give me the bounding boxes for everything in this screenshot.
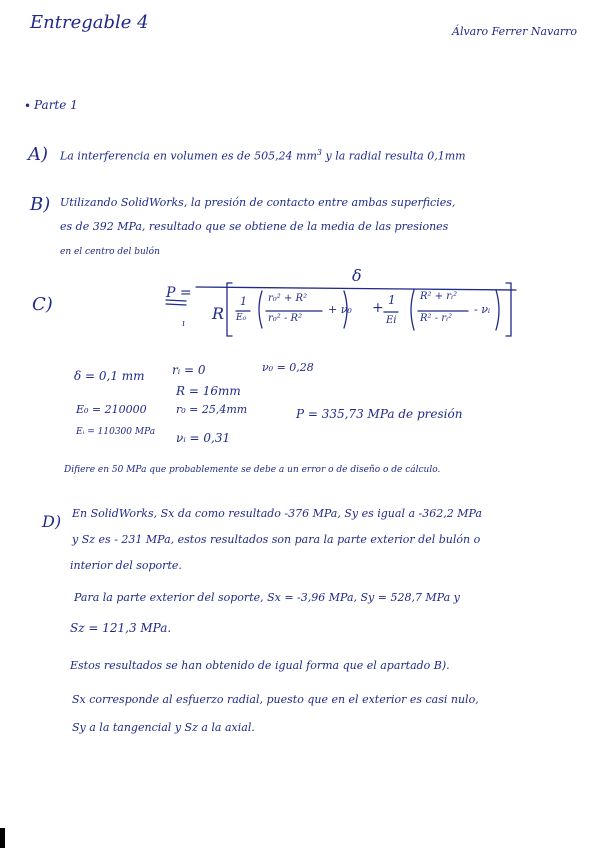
item-a-text: La interferencia en volumen es de 505,24 $mm^3$ y la radial resulta 0,1mm — [60, 148, 466, 163]
value-delta: δ = 0,1 mm — [74, 369, 145, 383]
formula-minus-nui: - νᵢ — [474, 303, 491, 316]
item-a-label: A) — [28, 144, 49, 165]
formula-inner2-den: R² - rᵢ² — [420, 313, 453, 324]
value-nui: νᵢ = 0,31 — [176, 431, 231, 445]
item-c-label: C) — [32, 294, 53, 315]
item-d-label: D) — [42, 512, 62, 531]
item-d-line-5: Sz = 121,3 MPa. — [70, 621, 172, 635]
item-d-line-8: Sy a la tangencial y Sz a la axial. — [72, 721, 255, 734]
document-title: Entregable 4 — [30, 12, 149, 33]
formula-numerator: δ — [352, 266, 362, 285]
value-r0: r₀ = 25,4mm — [176, 403, 248, 416]
item-b-label: B) — [30, 194, 51, 215]
item-c-note: Difiere en 50 MPa que probablemente se debe a un error o de diseño o de cálculo. — [64, 465, 441, 475]
result-pressure: P = 335,73 MPa de presión — [296, 407, 463, 421]
value-nu0: ν₀ = 0,28 — [262, 361, 314, 374]
formula-inner2-num: R² + rᵢ² — [420, 291, 458, 302]
item-d-line-4: Para la parte exterior del soporte, Sx = -3,96 MPa, Sy = 528,7 MPa y — [74, 591, 460, 604]
value-ri: rᵢ = 0 — [172, 363, 206, 377]
item-d-line-6: Estos resultados se han obtenido de igual forma que el apartado B). — [70, 659, 450, 672]
author-name: Álvaro Ferrer Navarro — [452, 25, 578, 38]
formula-r: R — [212, 304, 225, 323]
stray-mark: ı — [182, 319, 185, 329]
item-b-line-2: es de 392 MPa, resultado que se obtiene de la media de las presiones — [60, 220, 449, 233]
scan-edge-mark — [0, 828, 5, 848]
formula-frac1-num: 1 — [240, 295, 247, 308]
item-b-line-1: Utilizando SolidWorks, la presión de contacto entre ambas superficies, — [60, 196, 456, 209]
item-d-line-3: interior del soporte. — [70, 559, 182, 572]
item-d-line-2: y Sz es - 231 MPa, estos resultados son para la parte exterior del bulón o — [72, 533, 481, 546]
item-d-line-1: En SolidWorks, Sx da como resultado -376 MPa, Sy es igual a -362,2 MPa — [72, 507, 482, 520]
formula-lhs: P = — [166, 285, 192, 301]
value-e0: E₀ = 210000 — [76, 403, 147, 416]
formula-inner1-num: r₀² + R² — [268, 293, 308, 304]
section-bullet: • — [24, 99, 32, 113]
formula-inner1-den: r₀² - R² — [268, 313, 303, 324]
value-r: R = 16mm — [176, 384, 241, 398]
value-ei: Eᵢ = 110300 MPa — [76, 427, 156, 437]
formula-plus: + — [372, 300, 384, 316]
formula-frac2-den: Ei — [386, 315, 397, 326]
formula-frac1-den: E₀ — [236, 313, 247, 323]
formula-plus-nu0: + ν₀ — [328, 303, 352, 316]
item-b-line-3: en el centro del bulón — [60, 247, 160, 257]
section-title: Parte 1 — [34, 98, 78, 112]
formula-frac2-num: 1 — [388, 293, 396, 307]
item-d-line-7: Sx corresponde al esfuerzo radial, puesto que en el exterior es casi nulo, — [72, 693, 479, 706]
